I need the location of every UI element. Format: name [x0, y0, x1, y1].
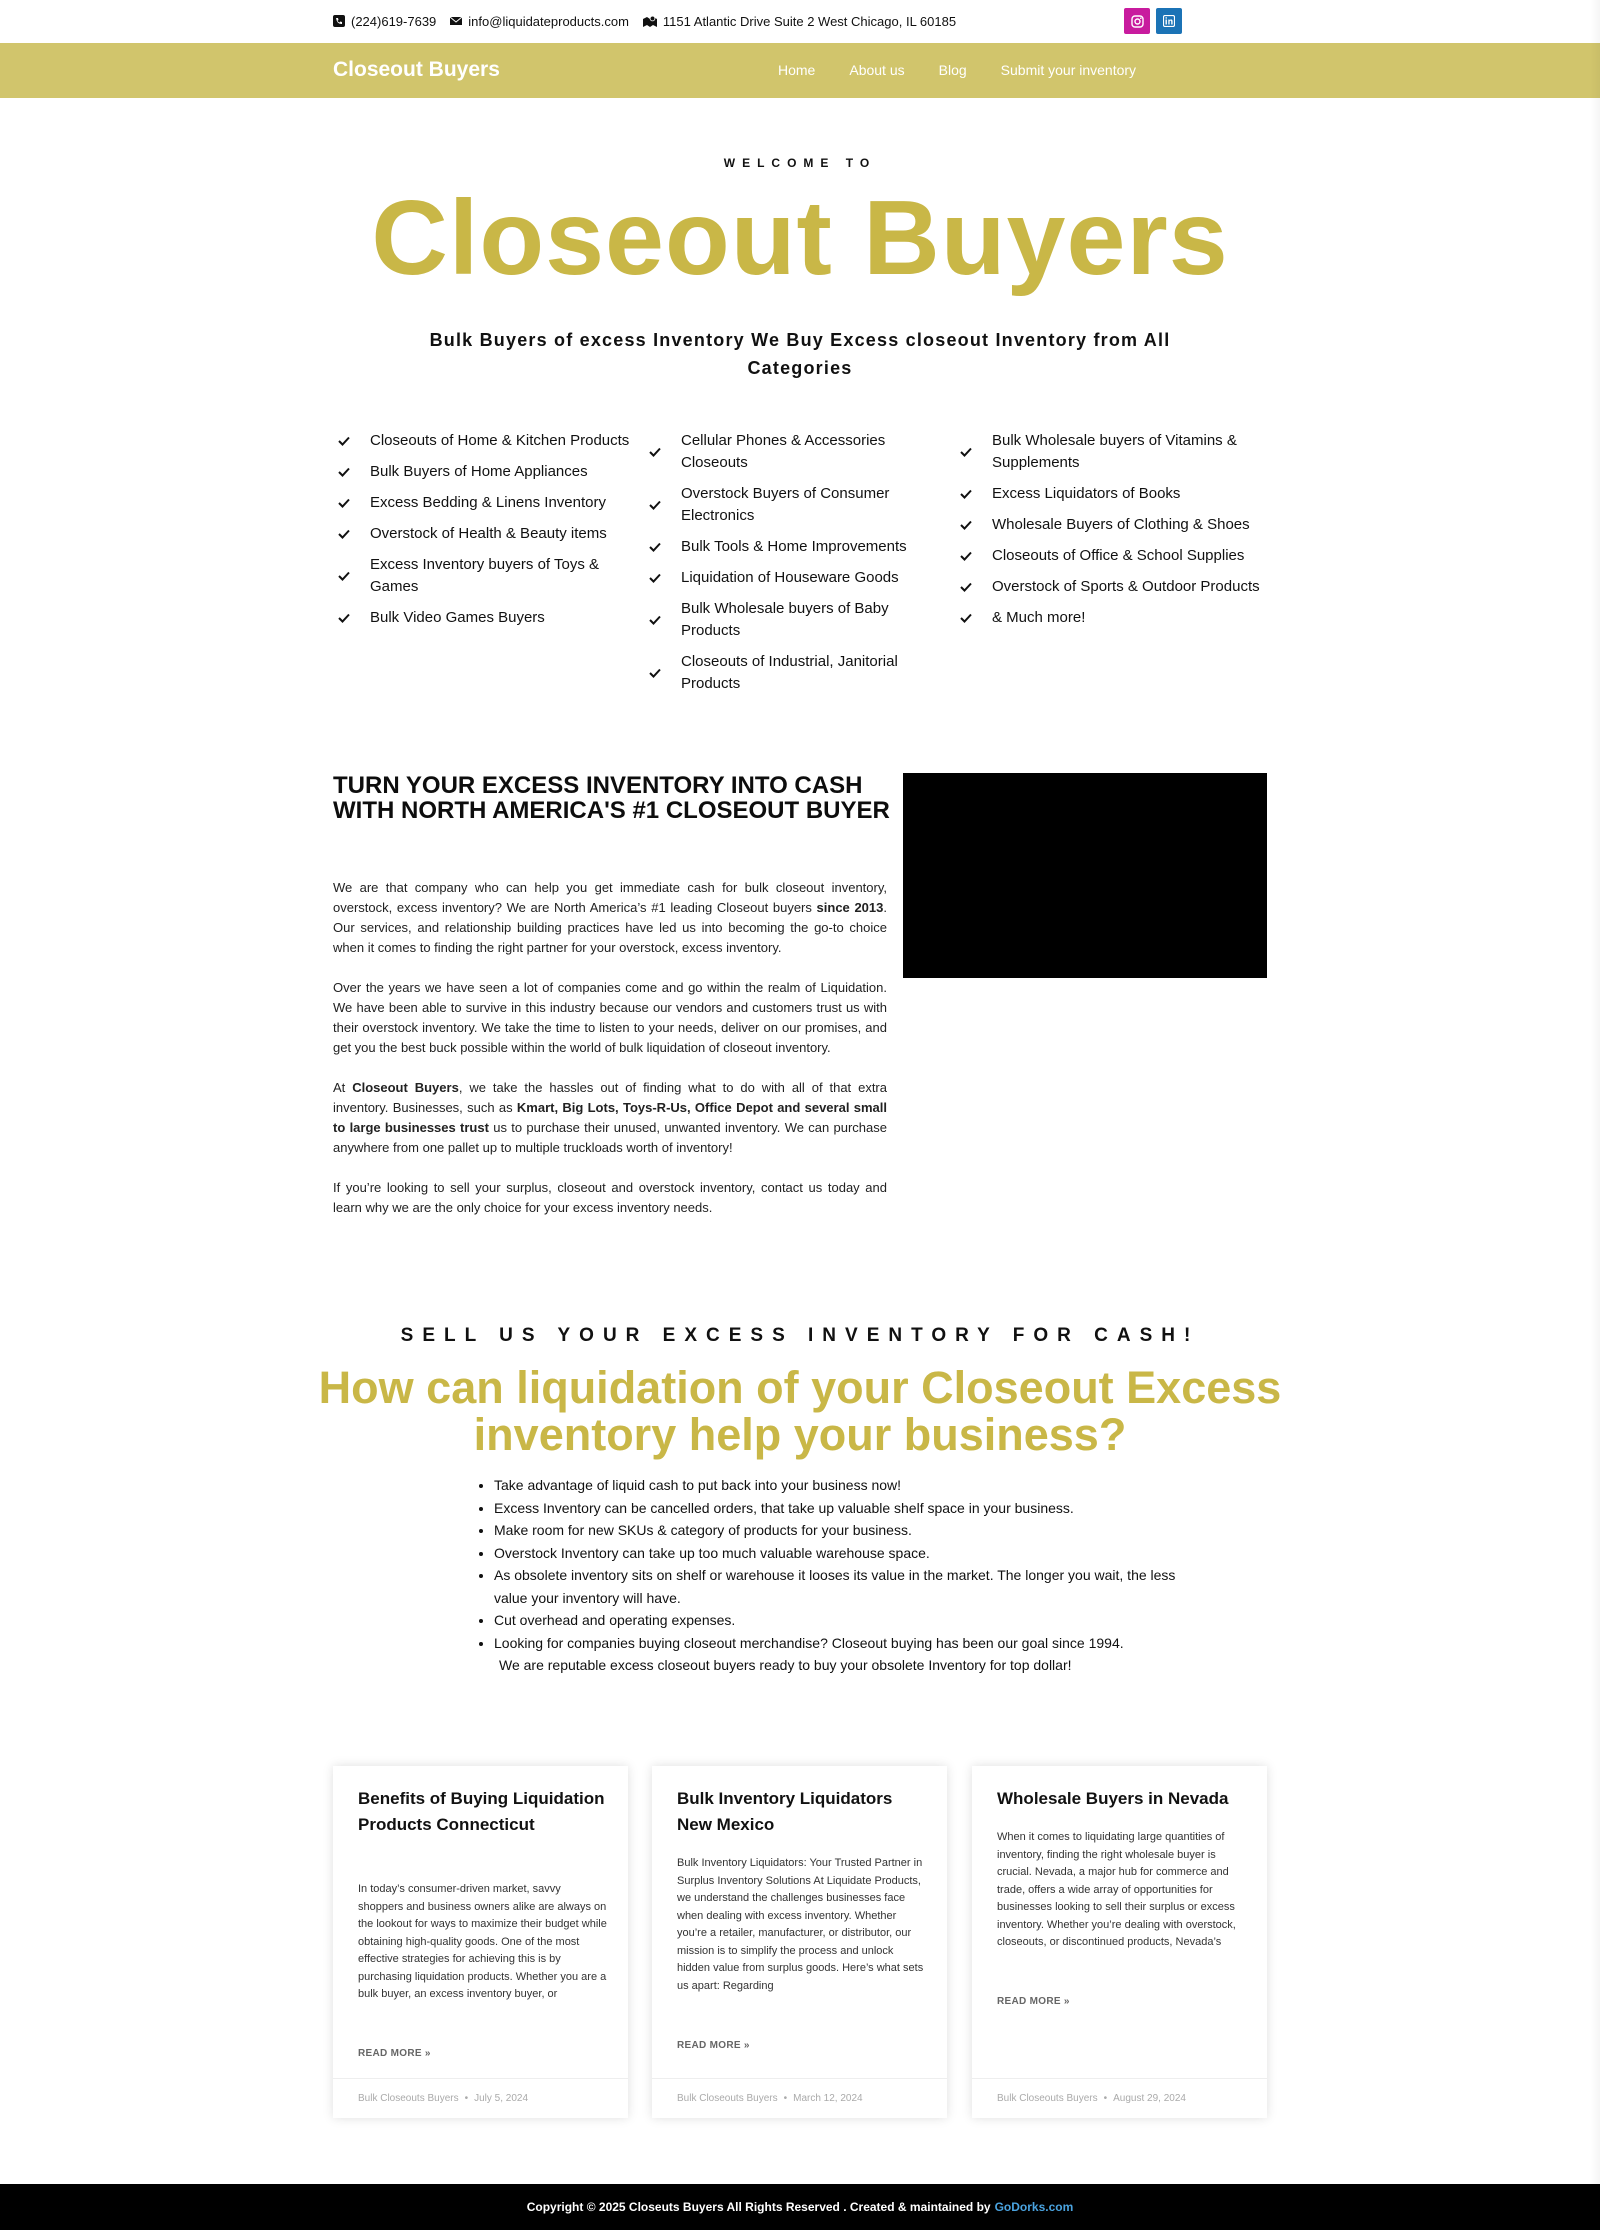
check-icon [960, 580, 974, 594]
email-contact[interactable] [450, 14, 629, 29]
main-navbar [0, 43, 1600, 98]
map-icon [643, 15, 657, 27]
check-icon [338, 465, 352, 479]
blog-card-author: Bulk Closeouts Buyers [677, 2093, 778, 2104]
check-icon [960, 445, 974, 459]
check-icon [649, 540, 663, 554]
read-more-link[interactable]: READ MORE » [358, 2048, 431, 2059]
text-span: . Our services, and relationship building practices have led us into becoming the go-to choice when it comes to finding the right partner for your overstock, excess inventory. [333, 900, 887, 955]
list-item: • As obsolete inventory sits on shelf or warehouse it looses its value in the market. The longer you wait, the less value your inventory will have. [494, 1564, 1198, 1609]
category-item [960, 514, 1260, 536]
copyright-text: Copyright © 2025 Closeuts Buyers All Rights Reserved . Created & maintained by [526, 2200, 991, 2214]
blog-card-excerpt: Bulk Inventory Liquidators: Your Trusted Partner in Surplus Inventory Solutions At Liquidate Products, we understand the challenges businesses face when dealing with excess inventory. Whether you’re a retailer, manufacturer, or distributor, our mission is to simplify the process and unlock hidden value from surplus goods. Here’s what sets us apart: Regarding [677, 1857, 924, 1992]
list-item: • Cut overhead and operating expenses. [494, 1609, 1198, 1632]
text-span: At [333, 1080, 353, 1095]
category-list-2 [649, 430, 949, 704]
turn-paragraph-2: Over the years we have seen a lot of companies come and go within the realm of Liquidation. We have been able to survive in this industry because our vendors and customers trust us with their overstock inventory. We take the time to listen to your needs, deliver on our promises, and get you the best buck possible within the world of bulk liquidation of closeout inventory. [333, 980, 887, 1055]
category-label: Overstock of Sports & Outdoor Products [992, 578, 1260, 595]
category-item [960, 430, 1260, 474]
instagram-icon [1131, 15, 1144, 28]
instagram-link[interactable] [1124, 8, 1150, 34]
check-icon [649, 571, 663, 585]
blog-card-author: Bulk Closeouts Buyers [358, 2093, 459, 2104]
nav-submit-inventory[interactable]: Submit your inventory [1000, 62, 1137, 78]
nav-about-us[interactable]: About us [849, 62, 905, 78]
list-item: • Looking for companies buying closeout merchandise? Closeout buying has been our goal since 1994. [494, 1632, 1198, 1655]
footer-credit-link[interactable]: GoDorks.com [994, 2200, 1074, 2214]
category-item [649, 651, 949, 695]
welcome-kicker: WELCOME TO [723, 156, 877, 170]
category-item [960, 607, 1260, 629]
text-span: We are that company who can help you get immediate cash for bulk closeout inventory, overstock, excess inventory? We are North America’s #1 leading Closeout buyers [333, 880, 887, 915]
linkedin-icon [1163, 15, 1175, 27]
list-item: • Take advantage of liquid cash to put back into your business now! [494, 1474, 1198, 1497]
check-icon [338, 527, 352, 541]
text-span: , we take the hassles out of finding what to do with all of that extra inventory. Businesses, such as [333, 1080, 887, 1115]
blog-card-title[interactable]: Benefits of Buying Liquidation Products Connecticut [358, 1789, 605, 1834]
category-item [338, 607, 638, 629]
social-links [1124, 8, 1182, 34]
category-label: Closeouts of Industrial, Janitorial Products [681, 653, 898, 692]
blog-card-meta [652, 2078, 947, 2118]
phone-icon [333, 15, 345, 27]
category-label: Bulk Video Games Buyers [370, 609, 545, 626]
meta-separator: • [783, 2093, 788, 2104]
site-footer [0, 2184, 1600, 2230]
category-label: Excess Liquidators of Books [992, 485, 1181, 502]
check-icon [649, 445, 663, 459]
category-item [649, 598, 949, 642]
address-contact [643, 14, 956, 29]
read-more-link[interactable]: READ MORE » [997, 1996, 1070, 2007]
blog-card[interactable] [652, 1766, 947, 2118]
hero-subtitle: Bulk Buyers of excess Inventory We Buy Excess closeout Inventory from All Categories [429, 330, 1171, 378]
category-list-3 [960, 430, 1260, 638]
check-icon [338, 434, 352, 448]
category-item [649, 430, 949, 474]
bold-span: Kmart, Big Lots, Toys-R-Us, Office Depot and several small to large businesses trust [333, 1100, 887, 1135]
list-item: • Excess Inventory can be cancelled orders, that take up valuable shelf space in your business. [494, 1497, 1198, 1520]
check-icon [649, 666, 663, 680]
blog-card-date: August 29, 2024 [1113, 2093, 1186, 2104]
turn-paragraph-1 [333, 878, 887, 958]
check-icon [649, 498, 663, 512]
category-item [960, 576, 1260, 598]
check-icon [338, 569, 352, 583]
turn-paragraph-4: If you’re looking to sell your surplus, closeout and overstock inventory, contact us today and learn why we are the only choice for your excess inventory needs. [333, 1180, 887, 1215]
bold-span: since 2013 [816, 900, 884, 915]
check-icon [960, 487, 974, 501]
list-item: • Overstock Inventory can take up too much valuable warehouse space. [494, 1542, 1198, 1565]
category-label: Excess Inventory buyers of Toys & Games [370, 556, 599, 595]
sell-kicker: SELL US YOUR EXCESS INVENTORY FOR CASH! [400, 1325, 1200, 1346]
category-item [960, 483, 1260, 505]
category-label: Bulk Buyers of Home Appliances [370, 463, 588, 480]
site-brand[interactable]: Closeout Buyers [333, 58, 500, 81]
benefits-closing: We are reputable excess closeout buyers ready to buy your obsolete Inventory for top dollar! [499, 1657, 1072, 1673]
blog-card-title[interactable]: Wholesale Buyers in Nevada [997, 1789, 1229, 1808]
category-item [338, 492, 638, 514]
category-item [338, 430, 638, 452]
category-label: Cellular Phones & Accessories Closeouts [681, 432, 886, 471]
text-span: us to purchase their unused, unwanted inventory. We can purchase anywhere from one pallet up to multiple truckloads worth of inventory! [333, 1120, 887, 1155]
nav-menu [778, 62, 1136, 78]
category-label: Bulk Wholesale buyers of Baby Products [681, 600, 889, 639]
category-label: Excess Bedding & Linens Inventory [370, 494, 606, 511]
blog-card-meta [333, 2078, 628, 2118]
blog-card[interactable] [972, 1766, 1267, 2118]
email-text: info@liquidateproducts.com [468, 13, 629, 29]
category-label: Overstock of Health & Beauty items [370, 525, 607, 542]
blog-card-author: Bulk Closeouts Buyers [997, 2093, 1098, 2104]
video-embed[interactable] [903, 773, 1267, 978]
turn-inventory-body [333, 878, 887, 1238]
liquidation-heading: How can liquidation of your Closeout Excess inventory help your business? [318, 1362, 1282, 1460]
category-item [338, 523, 638, 545]
category-item [338, 461, 638, 483]
blog-card-excerpt: When it comes to liquidating large quantities of inventory, finding the right wholesale buyer is crucial. Nevada, a major hub for commerce and trade, offers a wide array of opportunities for businesses looking to sell their surplus or excess inventory. Whether you’re dealing with overstock, closeouts, or discontinued products, Nevada’s [997, 1831, 1236, 1948]
blog-card-meta [972, 2078, 1267, 2118]
category-item [649, 536, 949, 558]
check-icon [960, 611, 974, 625]
check-icon [960, 549, 974, 563]
category-label: Bulk Tools & Home Improvements [681, 538, 907, 555]
check-icon [960, 518, 974, 532]
nav-home[interactable]: Home [778, 62, 816, 78]
benefits-list [478, 1474, 1198, 1677]
category-label: Closeouts of Home & Kitchen Products [370, 432, 630, 449]
linkedin-link[interactable] [1156, 8, 1182, 34]
category-label: Closeouts of Office & School Supplies [992, 547, 1245, 564]
category-item [960, 545, 1260, 567]
category-label: & Much more! [992, 609, 1086, 626]
category-list-1 [338, 430, 638, 638]
turn-inventory-heading: TURN YOUR EXCESS INVENTORY INTO CASH WITH NORTH AMERICA'S #1 CLOSEOUT BUYER [333, 772, 890, 824]
category-label: Wholesale Buyers of Clothing & Shoes [992, 516, 1250, 533]
phone-contact[interactable] [333, 14, 436, 29]
category-item [649, 483, 949, 527]
blog-card-title[interactable]: Bulk Inventory Liquidators New Mexico [677, 1789, 893, 1834]
contact-info [333, 0, 956, 42]
scrollbar-track [1590, 0, 1600, 2230]
category-item [649, 567, 949, 589]
category-label: Liquidation of Houseware Goods [681, 569, 899, 586]
nav-blog[interactable]: Blog [938, 62, 967, 78]
blog-card-date: July 5, 2024 [474, 2093, 529, 2104]
address-text: 1151 Atlantic Drive Suite 2 West Chicago, IL 60185 [662, 13, 957, 29]
check-icon [338, 611, 352, 625]
category-item [338, 554, 638, 598]
category-label: Overstock Buyers of Consumer Electronics [681, 485, 890, 524]
blog-card-excerpt: In today’s consumer-driven market, savvy shoppers and business owners alike are always on the lookout for ways to maximize their budget while obtaining high-quality goods. One of the most effective strategies for achieving this is by purchasing liquidation products. Whether you are a bulk buyer, an excess inventory buyer, or [358, 1883, 607, 2000]
blog-card-date: March 12, 2024 [793, 2093, 863, 2104]
turn-paragraph-3 [333, 1078, 887, 1158]
top-bar [0, 0, 1600, 42]
category-label: Bulk Wholesale buyers of Vitamins & Supplements [992, 432, 1237, 471]
list-item: • Make room for new SKUs & category of products for your business. [494, 1519, 1198, 1542]
envelope-icon [450, 15, 462, 27]
meta-separator: • [464, 2093, 469, 2104]
check-icon [649, 613, 663, 627]
read-more-link[interactable]: READ MORE » [677, 2040, 750, 2051]
hero-title: Closeout Buyers [371, 179, 1229, 297]
blog-card[interactable] [333, 1766, 628, 2118]
check-icon [338, 496, 352, 510]
meta-separator: • [1103, 2093, 1108, 2104]
bold-span: Closeout Buyers [352, 1080, 459, 1095]
phone-text: (224)619-7639 [351, 13, 437, 29]
